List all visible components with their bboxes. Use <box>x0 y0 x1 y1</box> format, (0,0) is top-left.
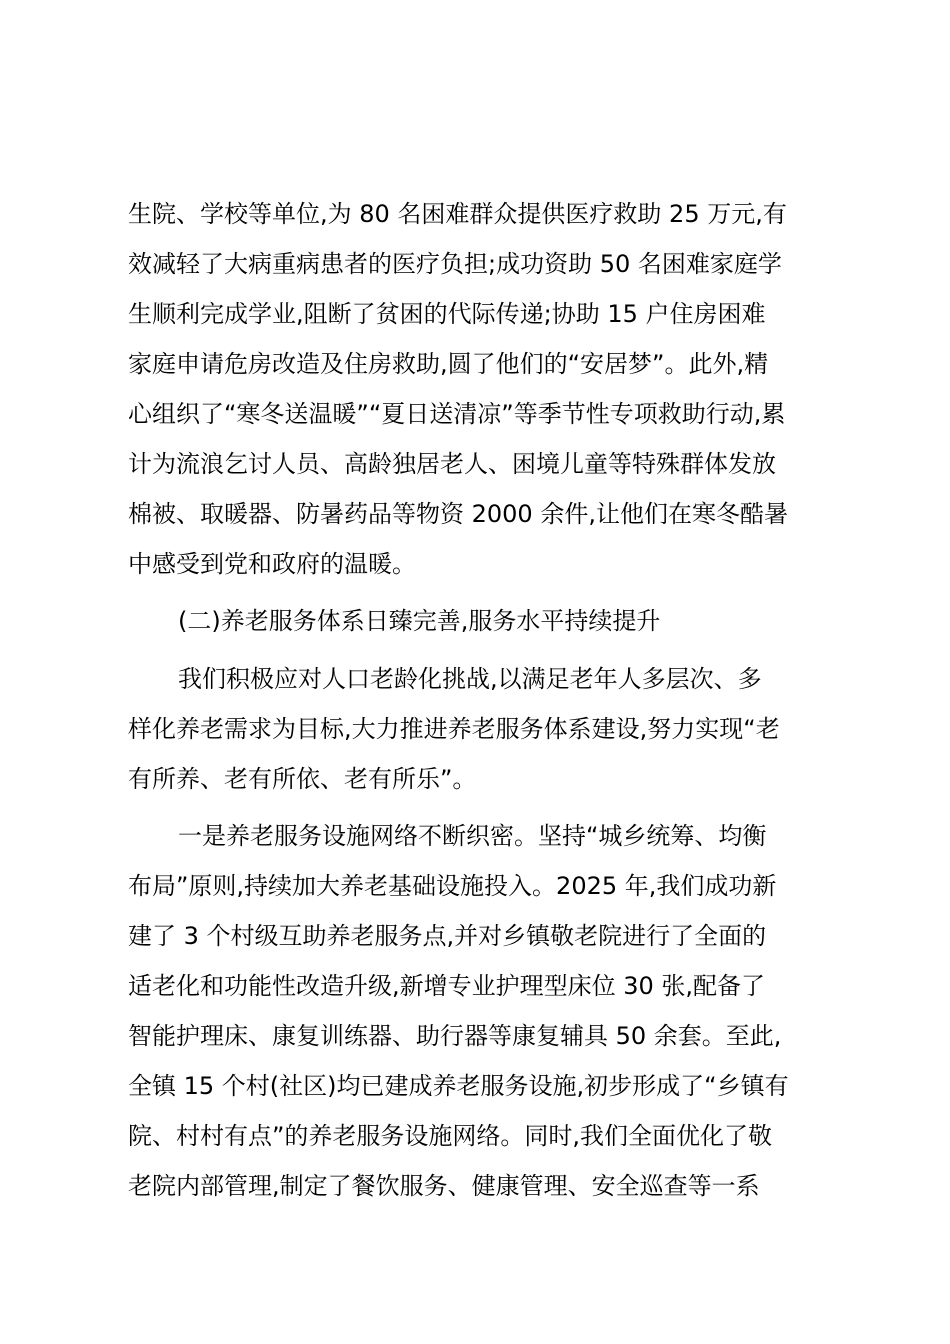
body-text-line: 计为流浪乞讨人员、高龄独居老人、困境儿童等特殊群体发放 <box>128 450 776 478</box>
body-text-line: 老院内部管理,制定了餐饮服务、健康管理、安全巡查等一系 <box>128 1172 760 1200</box>
body-text-line: 智能护理床、康复训练器、助行器等康复辅具 50 余套。至此, <box>128 1022 782 1050</box>
body-text-line: 全镇 15 个村(社区)均已建成养老服务设施,初步形成了“乡镇有 <box>128 1072 789 1100</box>
body-text-line: 心组织了“寒冬送温暖”“夏日送清凉”等季节性专项救助行动,累 <box>128 400 786 428</box>
paragraph-first-line: 一是养老服务设施网络不断织密。坚持“城乡统筹、均衡 <box>178 822 767 850</box>
body-text-line: 建了 3 个村级互助养老服务点,并对乡镇敬老院进行了全面的 <box>128 922 767 950</box>
body-text-line: 效减轻了大病重病患者的医疗负担;成功资助 50 名困难家庭学 <box>128 250 782 278</box>
body-text-line: 棉被、取暖器、防暑药品等物资 2000 余件,让他们在寒冬酷暑 <box>128 500 788 528</box>
body-text-line: 中感受到党和政府的温暖。 <box>128 550 416 578</box>
body-text-line: 生顺利完成学业,阻断了贫困的代际传递;协助 15 户住房困难 <box>128 300 766 328</box>
body-text-line: 院、村村有点”的养老服务设施网络。同时,我们全面优化了敬 <box>128 1122 773 1150</box>
body-text-line: 适老化和功能性改造升级,新增专业护理型床位 30 张,配备了 <box>128 972 766 1000</box>
body-text-line: 生院、学校等单位,为 80 名困难群众提供医疗救助 25 万元,有 <box>128 200 787 228</box>
body-text-line: 有所养、老有所依、老有所乐”。 <box>128 765 477 793</box>
body-text-line: 样化养老需求为目标,大力推进养老服务体系建设,努力实现“老 <box>128 715 780 743</box>
section-heading: (二)养老服务体系日臻完善,服务水平持续提升 <box>178 607 661 635</box>
body-text-line: 家庭申请危房改造及住房救助,圆了他们的“安居梦”。此外,精 <box>128 350 769 378</box>
body-text-line: 布局”原则,持续加大养老基础设施投入。2025 年,我们成功新 <box>128 872 777 900</box>
paragraph-first-line: 我们积极应对人口老龄化挑战,以满足老年人多层次、多 <box>178 665 762 693</box>
